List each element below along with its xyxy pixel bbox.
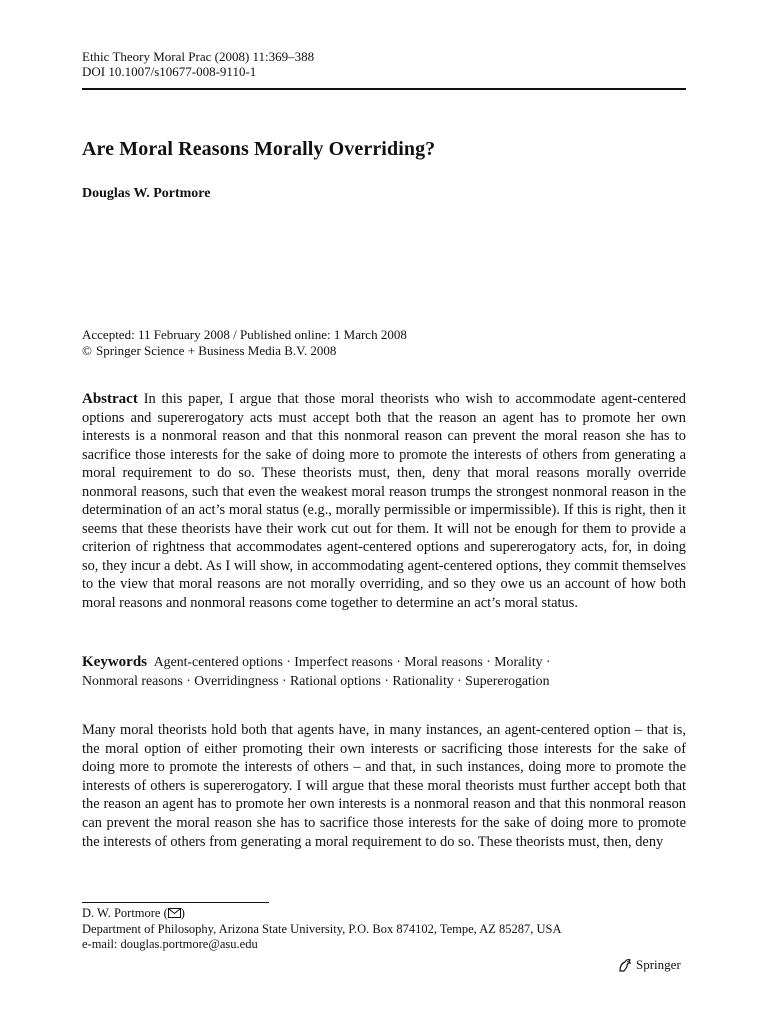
publication-meta (82, 327, 407, 359)
keywords-label: Keywords (82, 654, 147, 670)
copyright-text: Springer Science + Business Media B.V. 2008 (96, 343, 337, 358)
doi-line: DOI 10.1007/s10677-008-9110-1 (82, 64, 257, 79)
body-paragraph: Many moral theorists hold both that agents have, in many instances, an agent-centered option – that is, the moral option of either promoting their own interests or sacrificing those interests for the sake of doing more to promote the interests of others – and that, in such instances, doing more to promote the interests of others is supererogatory. I will argue that these moral theorists must further accept both that the reason an agent has to promote her own interests is a nonmoral reason and that this nonmoral reason can prevent the moral reason she has to sacrifice those interests for the sake of doing more to promote the interests of others from generating a moral requirement to do so. These theorists must, then, deny (82, 722, 686, 850)
keywords-line-1: Agent-centered options · Imperfect reasons · Moral reasons · Morality · (153, 654, 551, 669)
abstract (82, 390, 686, 612)
footnote-author: D. W. Portmore ( ) (82, 906, 185, 920)
springer-logo (617, 957, 681, 973)
copyright-line (82, 343, 407, 359)
envelope-icon (168, 908, 181, 918)
journal-header (82, 49, 314, 79)
keywords (82, 653, 686, 690)
footnote-email[interactable]: e-mail: douglas.portmore@asu.edu (82, 937, 258, 951)
publisher-name: Springer (636, 957, 681, 972)
journal-citation: Ethic Theory Moral Prac (2008) 11:369–388 (82, 49, 315, 64)
copyright-icon: © (82, 343, 92, 358)
article-author: Douglas W. Portmore (82, 186, 211, 201)
abstract-text: In this paper, I argue that those moral theorists who wish to accommodate agent-centered options and supererogatory acts must accept both that the reason an agent has to promote her own interests is a nonmoral reason and that this nonmoral reason can prevent the moral reason she has to sacrifice those interests for the sake of doing more to promote the interests of others from generating a moral requirement to do so. These theorists must, then, deny that moral reasons morally override nonmoral reasons, such that even the weakest moral reason trumps the strongest nonmoral reason in the determination of an act’s moral status (e.g., morally permissible or impermissible). If this is right, then it seems that these theorists have their work cut out for them. It will not be enough for them to provide a criterion of rightness that accommodates agent-centered options and supererogatory acts, for, in doing so, they incur a debt. As I will show, in accommodating agent-centered options, they commit themselves to the view that moral reasons are not morally overriding, and so they owe us an account of how both moral reasons and nonmoral reasons come together to determine an act’s moral status. (82, 391, 686, 611)
footnote-divider (82, 902, 269, 903)
keywords-line-2: Nonmoral reasons · Overridingness · Rational options · Rationality · Supererogation (82, 672, 550, 688)
footnote-affiliation: Department of Philosophy, Arizona State University, P.O. Box 874102, Tempe, AZ 85287, USA (82, 921, 562, 936)
article-title: Are Moral Reasons Morally Overriding? (82, 138, 436, 160)
abstract-label: Abstract (82, 391, 138, 407)
springer-horse-icon (617, 957, 633, 973)
publication-dates: Accepted: 11 February 2008 / Published online: 1 March 2008 (82, 327, 407, 342)
header-divider (82, 88, 686, 90)
author-footnote (82, 906, 562, 953)
